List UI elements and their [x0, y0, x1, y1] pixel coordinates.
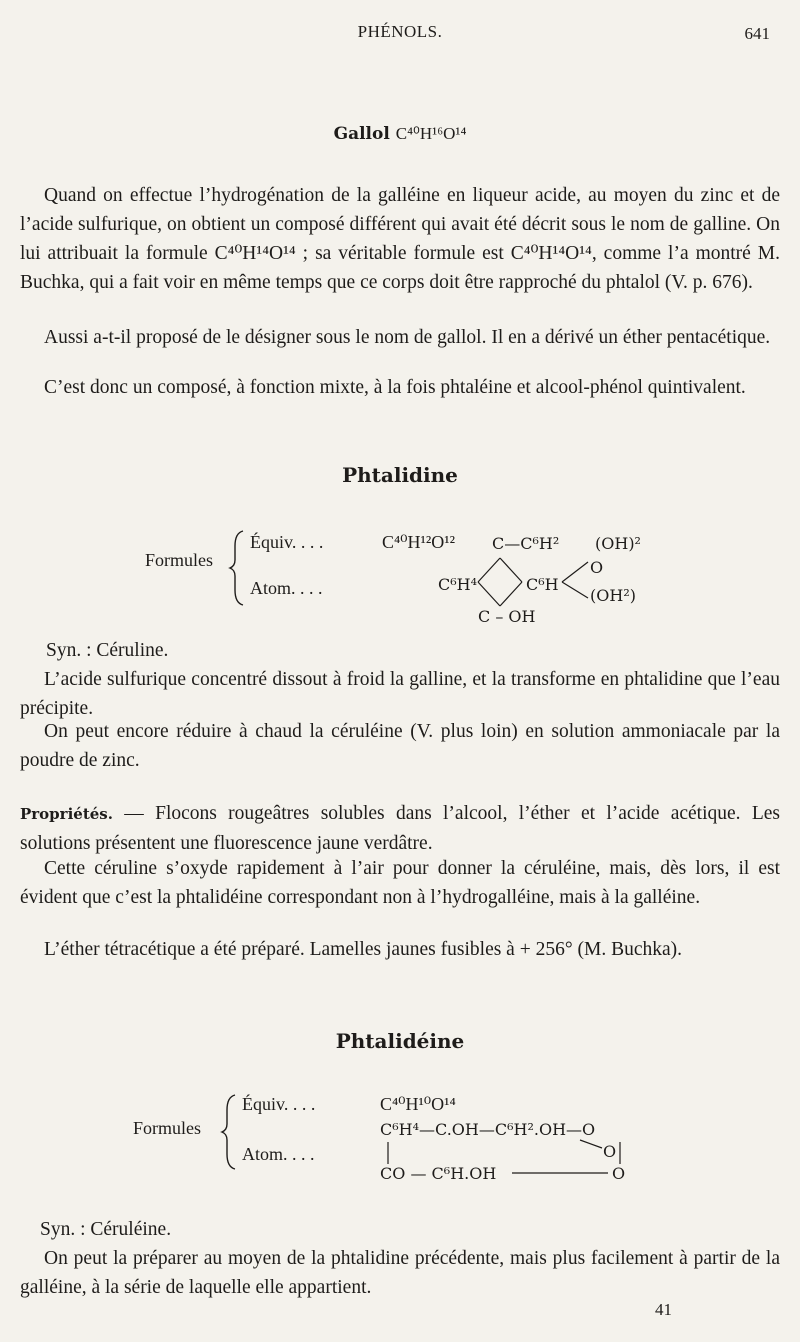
- phtalideine-struct-line1: C⁶H⁴—C.OH—C⁶H².OH—O: [380, 1120, 596, 1139]
- properties-label: Propriétés.: [20, 805, 113, 823]
- phtalidine-struct-right: C⁶H: [526, 575, 559, 594]
- running-title: PHÉNOLS.: [357, 22, 443, 41]
- gallol-formula: C⁴⁰H¹⁶O¹⁴: [395, 124, 467, 143]
- phtalidine-atom-label: Atom. . . .: [250, 578, 323, 598]
- gallol-paragraph-3: C’est donc un composé, à fonction mixte, à la fois phtaléine et alcool-phénol quintivalent.: [44, 377, 746, 398]
- phtalideine-bond-lines: [380, 1138, 630, 1180]
- phtalidine-struct-left: C⁶H⁴: [438, 575, 478, 594]
- phtalideine-struct-line3: CO — C⁶H.OH: [380, 1164, 497, 1183]
- gallol-paragraph-2: Aussi a-t-il proposé de le désigner sous le nom de gallol. Il en a dérivé un éther pentacétique.: [44, 327, 771, 348]
- phtalideine-syn: Syn. : Céruléine.: [40, 1219, 172, 1240]
- phtalideine-equiv-formula: C⁴⁰H¹⁰O¹⁴: [380, 1094, 456, 1114]
- phtalidine-bond-lines: [470, 540, 590, 615]
- phtalideine-equiv-label: Équiv. . . .: [242, 1094, 316, 1114]
- signature-mark: 41: [655, 1300, 672, 1319]
- phtalideine-heading: Phtalidéine: [335, 1029, 465, 1053]
- phtalideine-atom-label: Atom. . . .: [242, 1144, 315, 1164]
- phtalidine-properties: [20, 799, 780, 858]
- phtalideine-paragraph-1: On peut la préparer au moyen de la phtalidine précédente, mais plus facilement à partir de la galléine, à la série de laquelle elle appartient.: [20, 1248, 780, 1298]
- phtalidine-formulas-label: Formules: [145, 550, 214, 570]
- properties-text: — Flocons rougeâtres solubles dans l’alcool, l’éther et l’acide acétique. Les solutions présentent une fluorescence jaune verdâtre.: [20, 803, 781, 854]
- gallol-heading: [0, 124, 800, 144]
- phtalidine-struct-oh2: (OH)²: [595, 534, 641, 553]
- phtalideine-struct-line2: O: [603, 1142, 617, 1161]
- phtalidine-struct-top: C—C⁶H²: [492, 534, 560, 553]
- phtalidine-paragraph-4: L’éther tétracétique a été préparé. Lamelles jaunes fusibles à + 256° (M. Buchka).: [44, 939, 683, 960]
- phtalidine-struct-o: O: [590, 558, 604, 577]
- phtalidine-heading: Phtalidine: [342, 463, 458, 487]
- gallol-title: Gallol: [333, 124, 390, 144]
- phtalidine-struct-bottom: C – OH: [478, 607, 536, 626]
- phtalidine-paragraph-1: L’acide sulfurique concentré dissout à froid la galline, et la transforme en phtalidine que l’eau précipite.: [20, 669, 780, 719]
- phtalidine-paragraph-2: On peut encore réduire à chaud la céruléine (V. plus loin) en solution ammoniacale par la poudre de zinc.: [20, 721, 780, 771]
- phtalidine-equiv-formula: C⁴⁰H¹²O¹²: [382, 532, 456, 552]
- phtalideine-formulas-label: Formules: [133, 1118, 202, 1138]
- phtalidine-syn: Syn. : Céruline.: [46, 640, 169, 661]
- phtalidine-struct-oh2b: (OH²): [590, 586, 636, 605]
- phtalidine-brace: [228, 528, 248, 608]
- phtalidine-paragraph-3: Cette céruline s’oxyde rapidement à l’air pour donner la céruléine, mais, dès lors, il est évident que c’est la phtalidéine correspondant non à l’hydrogalléine, mais à la galléine.: [20, 858, 780, 908]
- page-number: 641: [744, 24, 770, 43]
- phtalideine-brace: [220, 1092, 240, 1172]
- phtalideine-struct-line3-o: O: [612, 1164, 626, 1183]
- phtalidine-equiv-label: Équiv. . . .: [250, 532, 324, 552]
- gallol-paragraph-1: Quand on effectue l’hydrogénation de la galléine en liqueur acide, au moyen du zinc et de l’acide sulfurique, on obtient un composé différent qui avait été décrit sous le nom de galline. On lui attribuait la formule C⁴⁰H¹⁴O¹⁴ ; sa véritable formule est C⁴⁰H¹⁴O¹⁴, comme l’a montré M. Buchka, qui a fait voir en même temps que ce corps doit être rapproché du phtalol (V. p. 676).: [20, 185, 780, 293]
